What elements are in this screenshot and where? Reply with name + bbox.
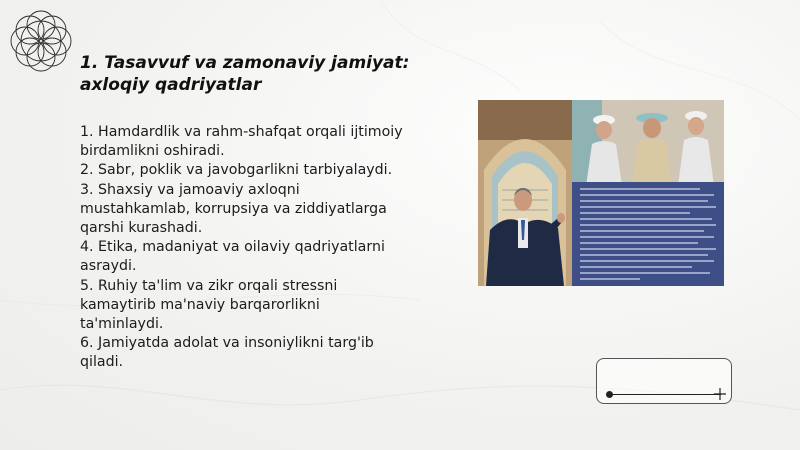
list-line: asraydi. — [80, 258, 137, 275]
values-list — [80, 123, 440, 373]
slide-title — [80, 52, 440, 96]
list-line: birdamlikni oshiradi. — [80, 143, 225, 160]
list-line: 6. Jamiyatda adolat va insoniylikni targ'ib — [80, 335, 374, 352]
circular-knot-ornament-icon — [4, 4, 78, 78]
list-line: 1. Hamdardlik va rahm-shafqat orqali ijtimoiy — [80, 124, 403, 140]
photo-caption-panel — [572, 182, 724, 286]
nav-track — [609, 394, 721, 395]
list-line: 3. Shaxsiy va jamoaviy axloqni — [80, 181, 300, 198]
dot-icon[interactable] — [606, 391, 613, 398]
list-line: qiladi. — [80, 354, 124, 371]
list-line: qarshi kurashadi. — [80, 220, 203, 237]
list-line: kamaytirib ma'naviy barqarorlikni — [80, 296, 320, 313]
title-line-2: axloqiy qadriyatlar — [80, 75, 262, 95]
list-line: ta'minlaydi. — [80, 316, 164, 333]
plus-icon[interactable] — [714, 388, 726, 400]
photo-speaker-illustration — [478, 100, 572, 286]
slide-navigation-widget[interactable] — [596, 358, 732, 404]
list-line: 2. Sabr, poklik va javobgarlikni tarbiyalaydi. — [80, 162, 393, 179]
list-line: mustahkamlab, korrupsiya va ziddiyatlarga — [80, 200, 387, 217]
photo-gathering — [572, 100, 724, 286]
title-line-1: 1. Tasavvuf va zamonaviy jamiyat: — [80, 53, 410, 73]
list-line: 4. Etika, madaniyat va oilaviy qadriyatlarni — [80, 239, 385, 256]
list-line: 5. Ruhiy ta'lim va zikr orqali stressni — [80, 277, 338, 294]
photo-speaker — [478, 100, 572, 286]
